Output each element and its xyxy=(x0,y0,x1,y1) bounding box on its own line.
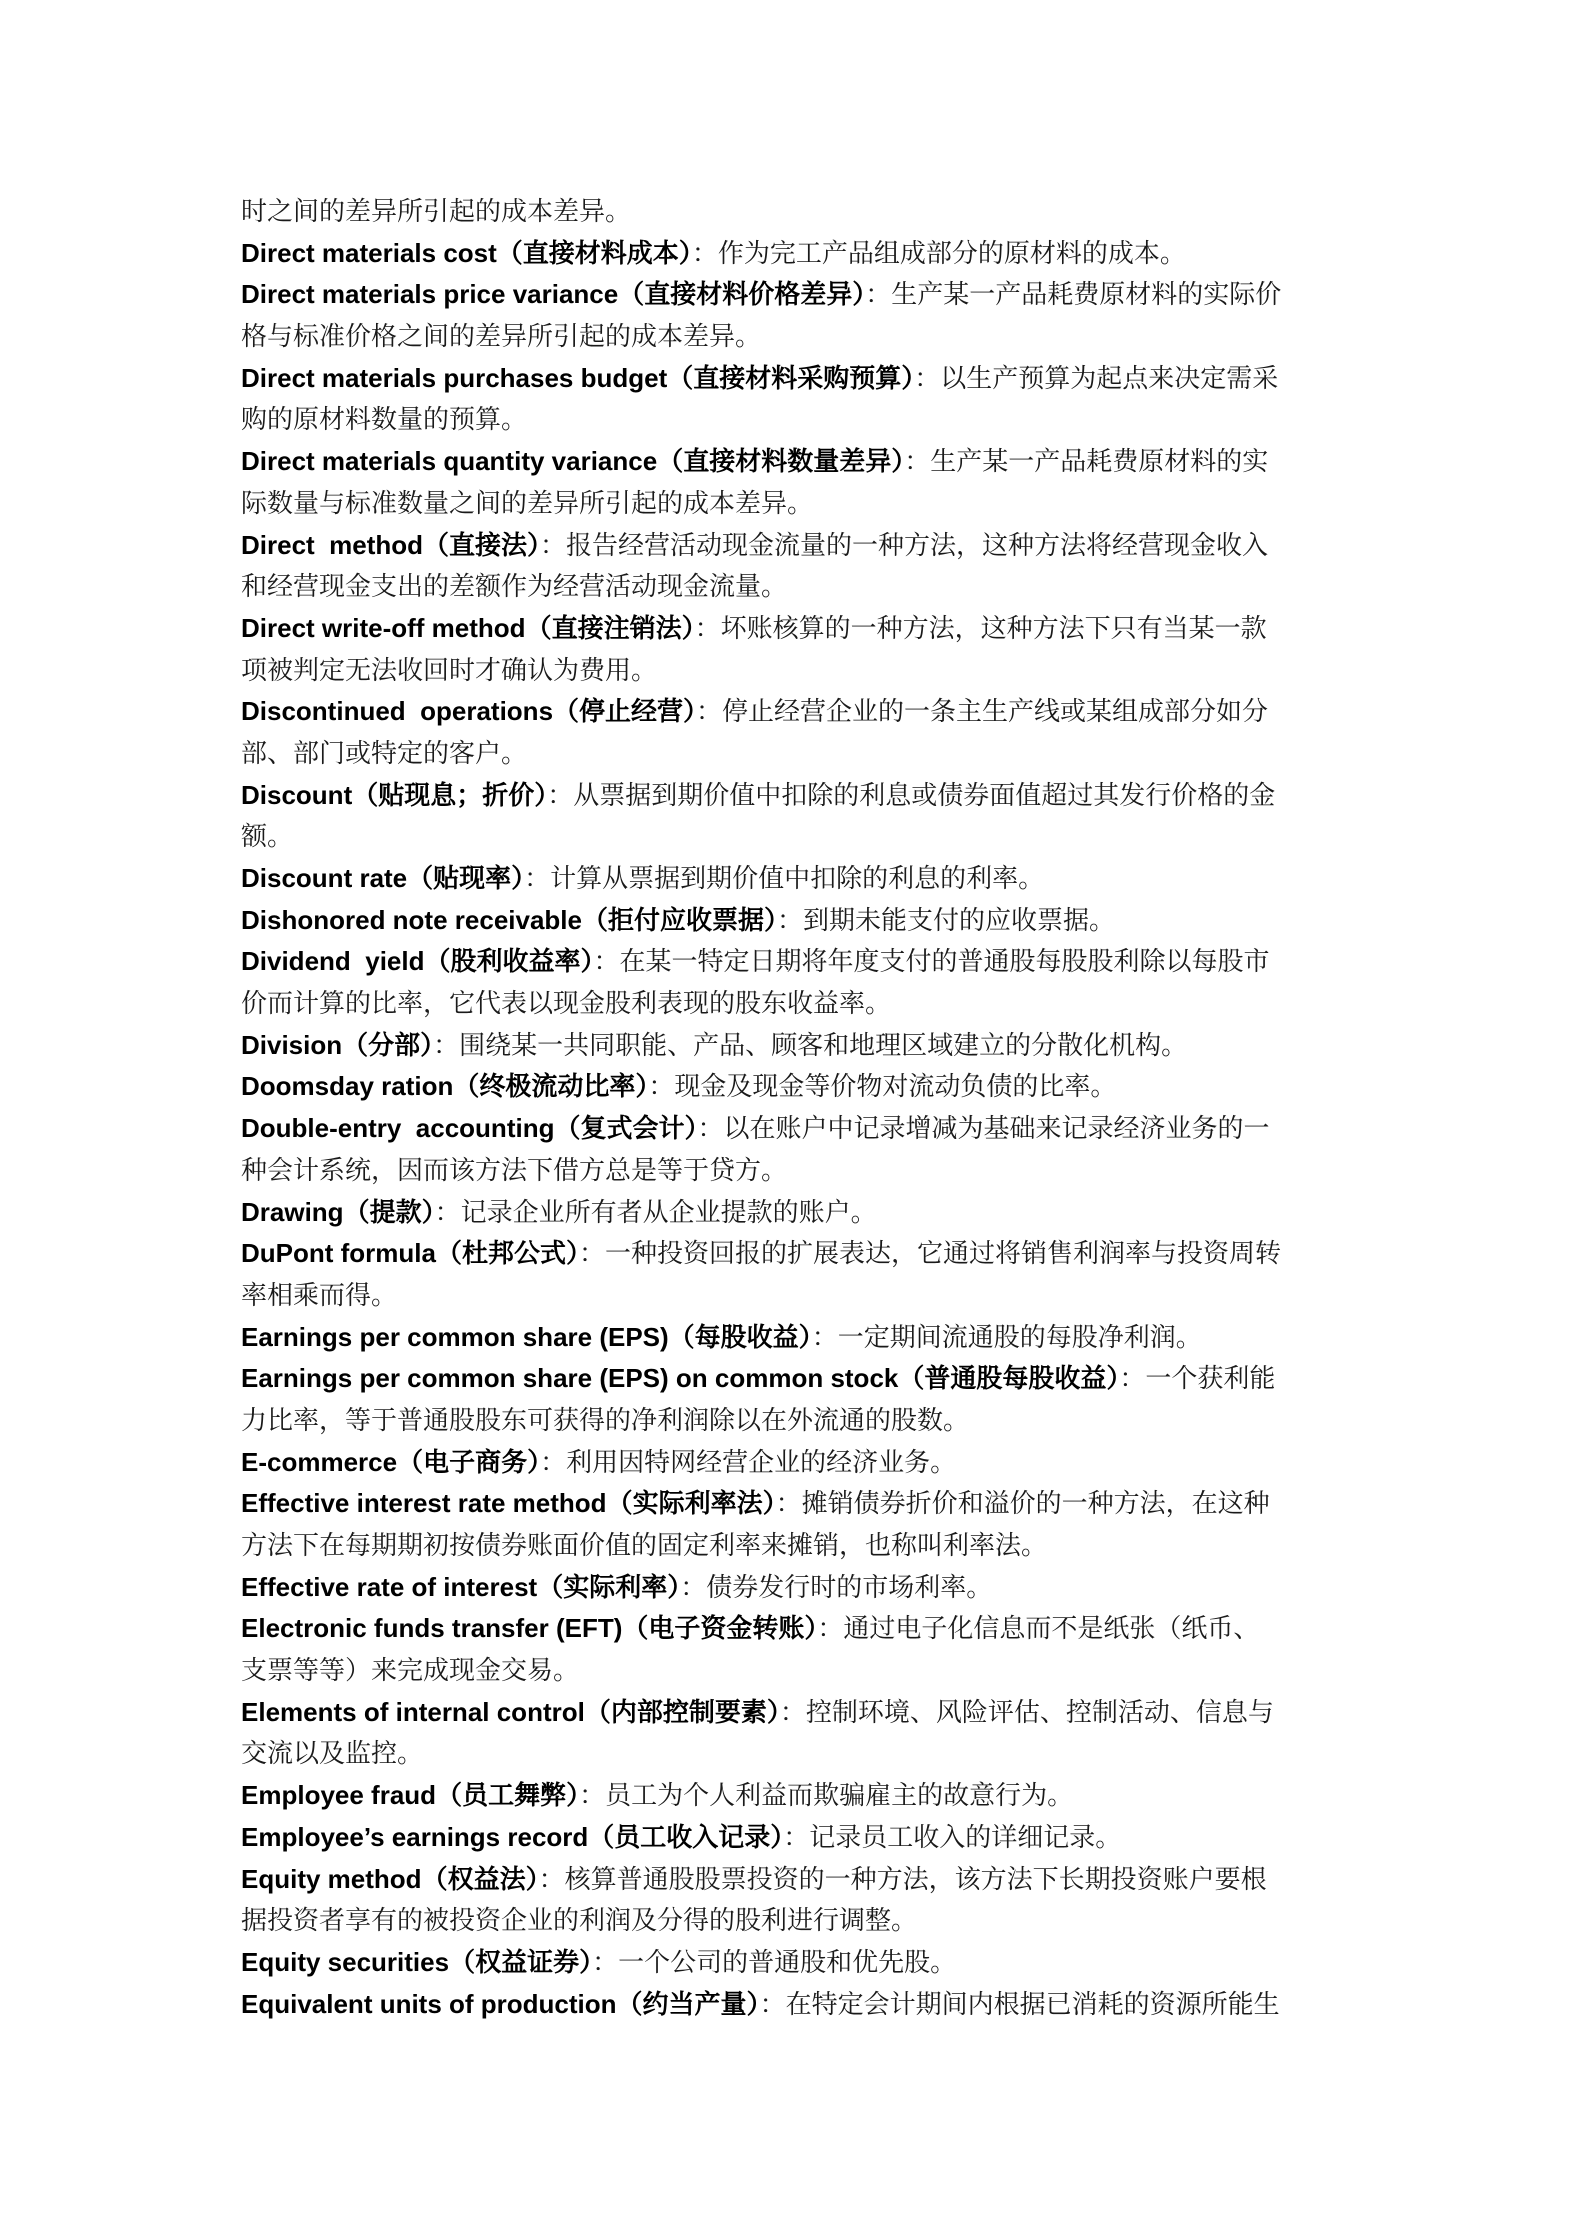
glossary-entry xyxy=(241,441,1355,483)
term-zh: （直接材料采购预算） xyxy=(667,363,915,394)
definition-text: 种会计系统，因而该方法下借方总是等于贷方。 xyxy=(241,1155,788,1186)
term-en: Drawing xyxy=(241,1196,344,1227)
term-zh: （普通股每股收益） xyxy=(898,1364,1120,1395)
term-en: Equivalent units of production xyxy=(241,1988,617,2019)
definition-text: ：在某一特定日期将年度支付的普通股每股股利除以每股市 xyxy=(593,947,1270,978)
continuation-line xyxy=(241,1525,1355,1567)
term-en: Earnings per common share (EPS) xyxy=(241,1321,669,1352)
term-en: Discount xyxy=(241,779,353,810)
continuation-line xyxy=(241,733,1355,775)
term-en: Discontinued operations xyxy=(241,696,554,727)
definition-text: ：围绕某一共同职能、产品、顾客和地理区域建立的分散化机构。 xyxy=(433,1030,1188,1061)
glossary-entry xyxy=(241,775,1355,817)
continuation-line xyxy=(241,816,1355,858)
definition-text: ：利用因特网经营企业的经济业务。 xyxy=(540,1447,957,1478)
term-en: Earnings per common share (EPS) on common stock xyxy=(241,1363,899,1394)
definition-text: ：记录员工收入的详细记录。 xyxy=(783,1822,1122,1853)
glossary-entry xyxy=(241,858,1355,900)
definition-text: 部、部门或特定的客户。 xyxy=(241,738,528,769)
term-en: Direct materials cost xyxy=(241,237,497,268)
definition-text: ：通过电子化信息而不是纸张（纸币、 xyxy=(817,1614,1260,1645)
definition-text: ：到期未能支付的应收票据。 xyxy=(777,905,1116,936)
glossary-entry xyxy=(241,358,1355,400)
glossary-text xyxy=(241,191,1355,2025)
continuation-line xyxy=(241,483,1355,525)
glossary-entry xyxy=(241,1984,1355,2026)
definition-text: ：停止经营企业的一条主生产线或某组成部分如分 xyxy=(696,697,1269,728)
term-en: Doomsday ration xyxy=(241,1071,454,1102)
term-en: Direct materials quantity variance xyxy=(241,446,658,477)
definition-text: 格与标准价格之间的差异所引起的成本差异。 xyxy=(241,322,762,353)
term-en: DuPont formula xyxy=(241,1238,436,1269)
continuation-line xyxy=(241,1150,1355,1192)
term-zh: （电子资金转账） xyxy=(622,1614,818,1645)
definition-text: 际数量与标准数量之间的差异所引起的成本差异。 xyxy=(241,488,814,519)
glossary-entry xyxy=(241,1817,1355,1859)
continuation-line xyxy=(241,399,1355,441)
definition-text: ：一定期间流通股的每股净利润。 xyxy=(811,1322,1202,1353)
term-en: Elements of internal control xyxy=(241,1696,585,1727)
term-en: Direct materials purchases budget xyxy=(241,362,668,393)
term-zh: （复式会计） xyxy=(554,1114,698,1145)
term-zh: （停止经营） xyxy=(553,697,697,728)
glossary-entry xyxy=(241,1567,1355,1609)
term-zh: （权益法） xyxy=(421,1864,539,1895)
definition-text: ：坏账核算的一种方法，这种方法下只有当某一款 xyxy=(694,613,1267,644)
definition-text: 价而计算的比率，它代表以现金股利表现的股东收益率。 xyxy=(241,989,892,1020)
definition-text: 力比率，等于普通股股东可获得的净利润除以在外流通的股数。 xyxy=(241,1405,970,1436)
term-en: Division xyxy=(241,1029,343,1060)
definition-text: ：控制环境、风险评估、控制活动、信息与 xyxy=(779,1697,1274,1728)
definition-text: ：债券发行时的市场利率。 xyxy=(680,1572,993,1603)
term-en: Discount rate xyxy=(241,863,408,893)
glossary-entry xyxy=(241,1942,1355,1984)
term-zh: （终极流动比率） xyxy=(453,1072,649,1103)
glossary-entry xyxy=(241,1442,1355,1484)
term-en: Direct write-off method xyxy=(241,612,526,643)
continuation-line xyxy=(241,1400,1355,1442)
term-zh: （拒付应收票据） xyxy=(581,905,777,936)
definition-text: ：在特定会计期间内根据已消耗的资源所能生 xyxy=(759,1989,1280,2020)
glossary-entry xyxy=(241,1692,1355,1734)
glossary-entry xyxy=(241,941,1355,983)
term-zh: （股利收益率） xyxy=(424,947,594,978)
definition-text: ：计算从票据到期价值中扣除的利息的利率。 xyxy=(524,864,1045,894)
continuation-line xyxy=(241,1900,1355,1942)
continuation-line xyxy=(241,316,1355,358)
glossary-entry xyxy=(241,691,1355,733)
term-en: Dividend yield xyxy=(241,946,425,977)
term-zh: （直接材料价格差异） xyxy=(618,280,866,311)
term-zh: （每股收益） xyxy=(668,1322,812,1353)
term-zh: （直接材料数量差异） xyxy=(657,447,905,478)
term-en: E-commerce xyxy=(241,1446,398,1477)
term-zh: （电子商务） xyxy=(397,1447,541,1478)
term-zh: （实际利率法） xyxy=(606,1489,776,1520)
definition-text: ：从票据到期价值中扣除的利息或债券面值超过其发行价格的金 xyxy=(547,780,1276,811)
definition-text: 据投资者享有的被投资企业的利润及分得的股利进行调整。 xyxy=(241,1906,918,1937)
continuation-line xyxy=(241,983,1355,1025)
term-zh: （贴现息；折价） xyxy=(352,780,548,811)
continuation-line xyxy=(241,1650,1355,1692)
glossary-entry xyxy=(241,1775,1355,1817)
glossary-entry xyxy=(241,1108,1355,1150)
definition-text: ：一个获利能 xyxy=(1119,1364,1276,1395)
definition-text: ：生产某一产品耗费原材料的实际价 xyxy=(865,280,1282,311)
definition-text: ：摊销债券折价和溢价的一种方法，在这种 xyxy=(775,1489,1270,1520)
term-zh: （员工舞弊） xyxy=(436,1781,580,1812)
continuation-line xyxy=(241,191,1355,233)
term-en: Effective interest rate method xyxy=(241,1488,607,1519)
glossary-entry xyxy=(241,1859,1355,1901)
definition-text: 方法下在每期期初按债券账面价值的固定利率来摊销，也称叫利率法。 xyxy=(241,1531,1048,1561)
term-en: Dishonored note receivable xyxy=(241,904,582,935)
glossary-entry xyxy=(241,608,1355,650)
glossary-entry xyxy=(241,1233,1355,1275)
glossary-entry xyxy=(241,233,1355,275)
glossary-entry xyxy=(241,1066,1355,1108)
definition-text: 率相乘而得。 xyxy=(241,1280,398,1311)
definition-text: 购的原材料数量的预算。 xyxy=(241,405,528,436)
definition-text: ：作为完工产品组成部分的原材料的成本。 xyxy=(691,238,1186,269)
term-en: Double-entry accounting xyxy=(241,1113,555,1144)
glossary-entry xyxy=(241,1483,1355,1525)
definition-text: 和经营现金支出的差额作为经营活动现金流量。 xyxy=(241,572,788,603)
continuation-line xyxy=(241,566,1355,608)
term-zh: （员工收入记录） xyxy=(588,1822,784,1853)
definition-text: ：生产某一产品耗费原材料的实 xyxy=(904,447,1269,478)
term-en: Equity securities xyxy=(241,1946,450,1977)
definition-text: 项被判定无法收回时才确认为费用。 xyxy=(241,655,658,686)
definition-text: ：一个公司的普通股和优先股。 xyxy=(592,1947,957,1978)
term-en: Employee’s earnings record xyxy=(241,1821,589,1852)
definition-text: ：记录企业所有者从企业提款的账户。 xyxy=(434,1197,877,1228)
glossary-entry xyxy=(241,1192,1355,1234)
glossary-entry xyxy=(241,1358,1355,1400)
glossary-entry xyxy=(241,1608,1355,1650)
term-en: Equity method xyxy=(241,1863,422,1894)
term-zh: （内部控制要素） xyxy=(584,1697,780,1728)
definition-text: 支票等等）来完成现金交易。 xyxy=(241,1656,580,1687)
definition-text: ：以生产预算为起点来决定需采 xyxy=(914,363,1279,394)
definition-text: 额。 xyxy=(241,822,294,853)
term-zh: （约当产量） xyxy=(616,1989,760,2020)
continuation-line xyxy=(241,1275,1355,1317)
term-en: Effective rate of interest xyxy=(241,1571,538,1602)
glossary-entry xyxy=(241,1025,1355,1067)
term-en: Direct materials price variance xyxy=(241,279,619,310)
term-zh: （贴现率） xyxy=(407,864,525,894)
definition-text: ：员工为个人利益而欺骗雇主的故意行为。 xyxy=(579,1781,1074,1812)
continuation-line xyxy=(241,1733,1355,1775)
definition-text: ：一种投资回报的扩展表达，它通过将销售利润率与投资周转 xyxy=(579,1239,1282,1270)
glossary-entry xyxy=(241,525,1355,567)
term-zh: （分部） xyxy=(342,1030,434,1061)
definition-text: ：核算普通股股票投资的一种方法，该方法下长期投资账户要根 xyxy=(538,1864,1267,1895)
continuation-line xyxy=(241,650,1355,692)
term-en: Employee fraud xyxy=(241,1780,437,1811)
definition-text: ：现金及现金等价物对流动负债的比率。 xyxy=(648,1072,1117,1103)
term-zh: （实际利率） xyxy=(537,1572,681,1603)
term-en: Direct method xyxy=(241,529,424,560)
term-zh: （杜邦公式） xyxy=(436,1239,580,1270)
term-zh: （直接注销法） xyxy=(525,613,695,644)
glossary-entry xyxy=(241,1317,1355,1359)
definition-text: 时之间的差异所引起的成本差异。 xyxy=(241,197,632,227)
term-en: Electronic funds transfer (EFT) xyxy=(241,1613,623,1644)
definition-text: 交流以及监控。 xyxy=(241,1739,424,1770)
term-zh: （提款） xyxy=(343,1197,435,1228)
term-zh: （直接法） xyxy=(423,530,541,561)
term-zh: （权益证券） xyxy=(449,1947,593,1978)
definition-text: ：报告经营活动现金流量的一种方法，这种方法将经营现金收入 xyxy=(540,530,1269,561)
term-zh: （直接材料成本） xyxy=(496,238,692,269)
glossary-entry xyxy=(241,274,1355,316)
definition-text: ：以在账户中记录增减为基础来记录经济业务的一 xyxy=(697,1114,1270,1145)
glossary-entry xyxy=(241,900,1355,942)
